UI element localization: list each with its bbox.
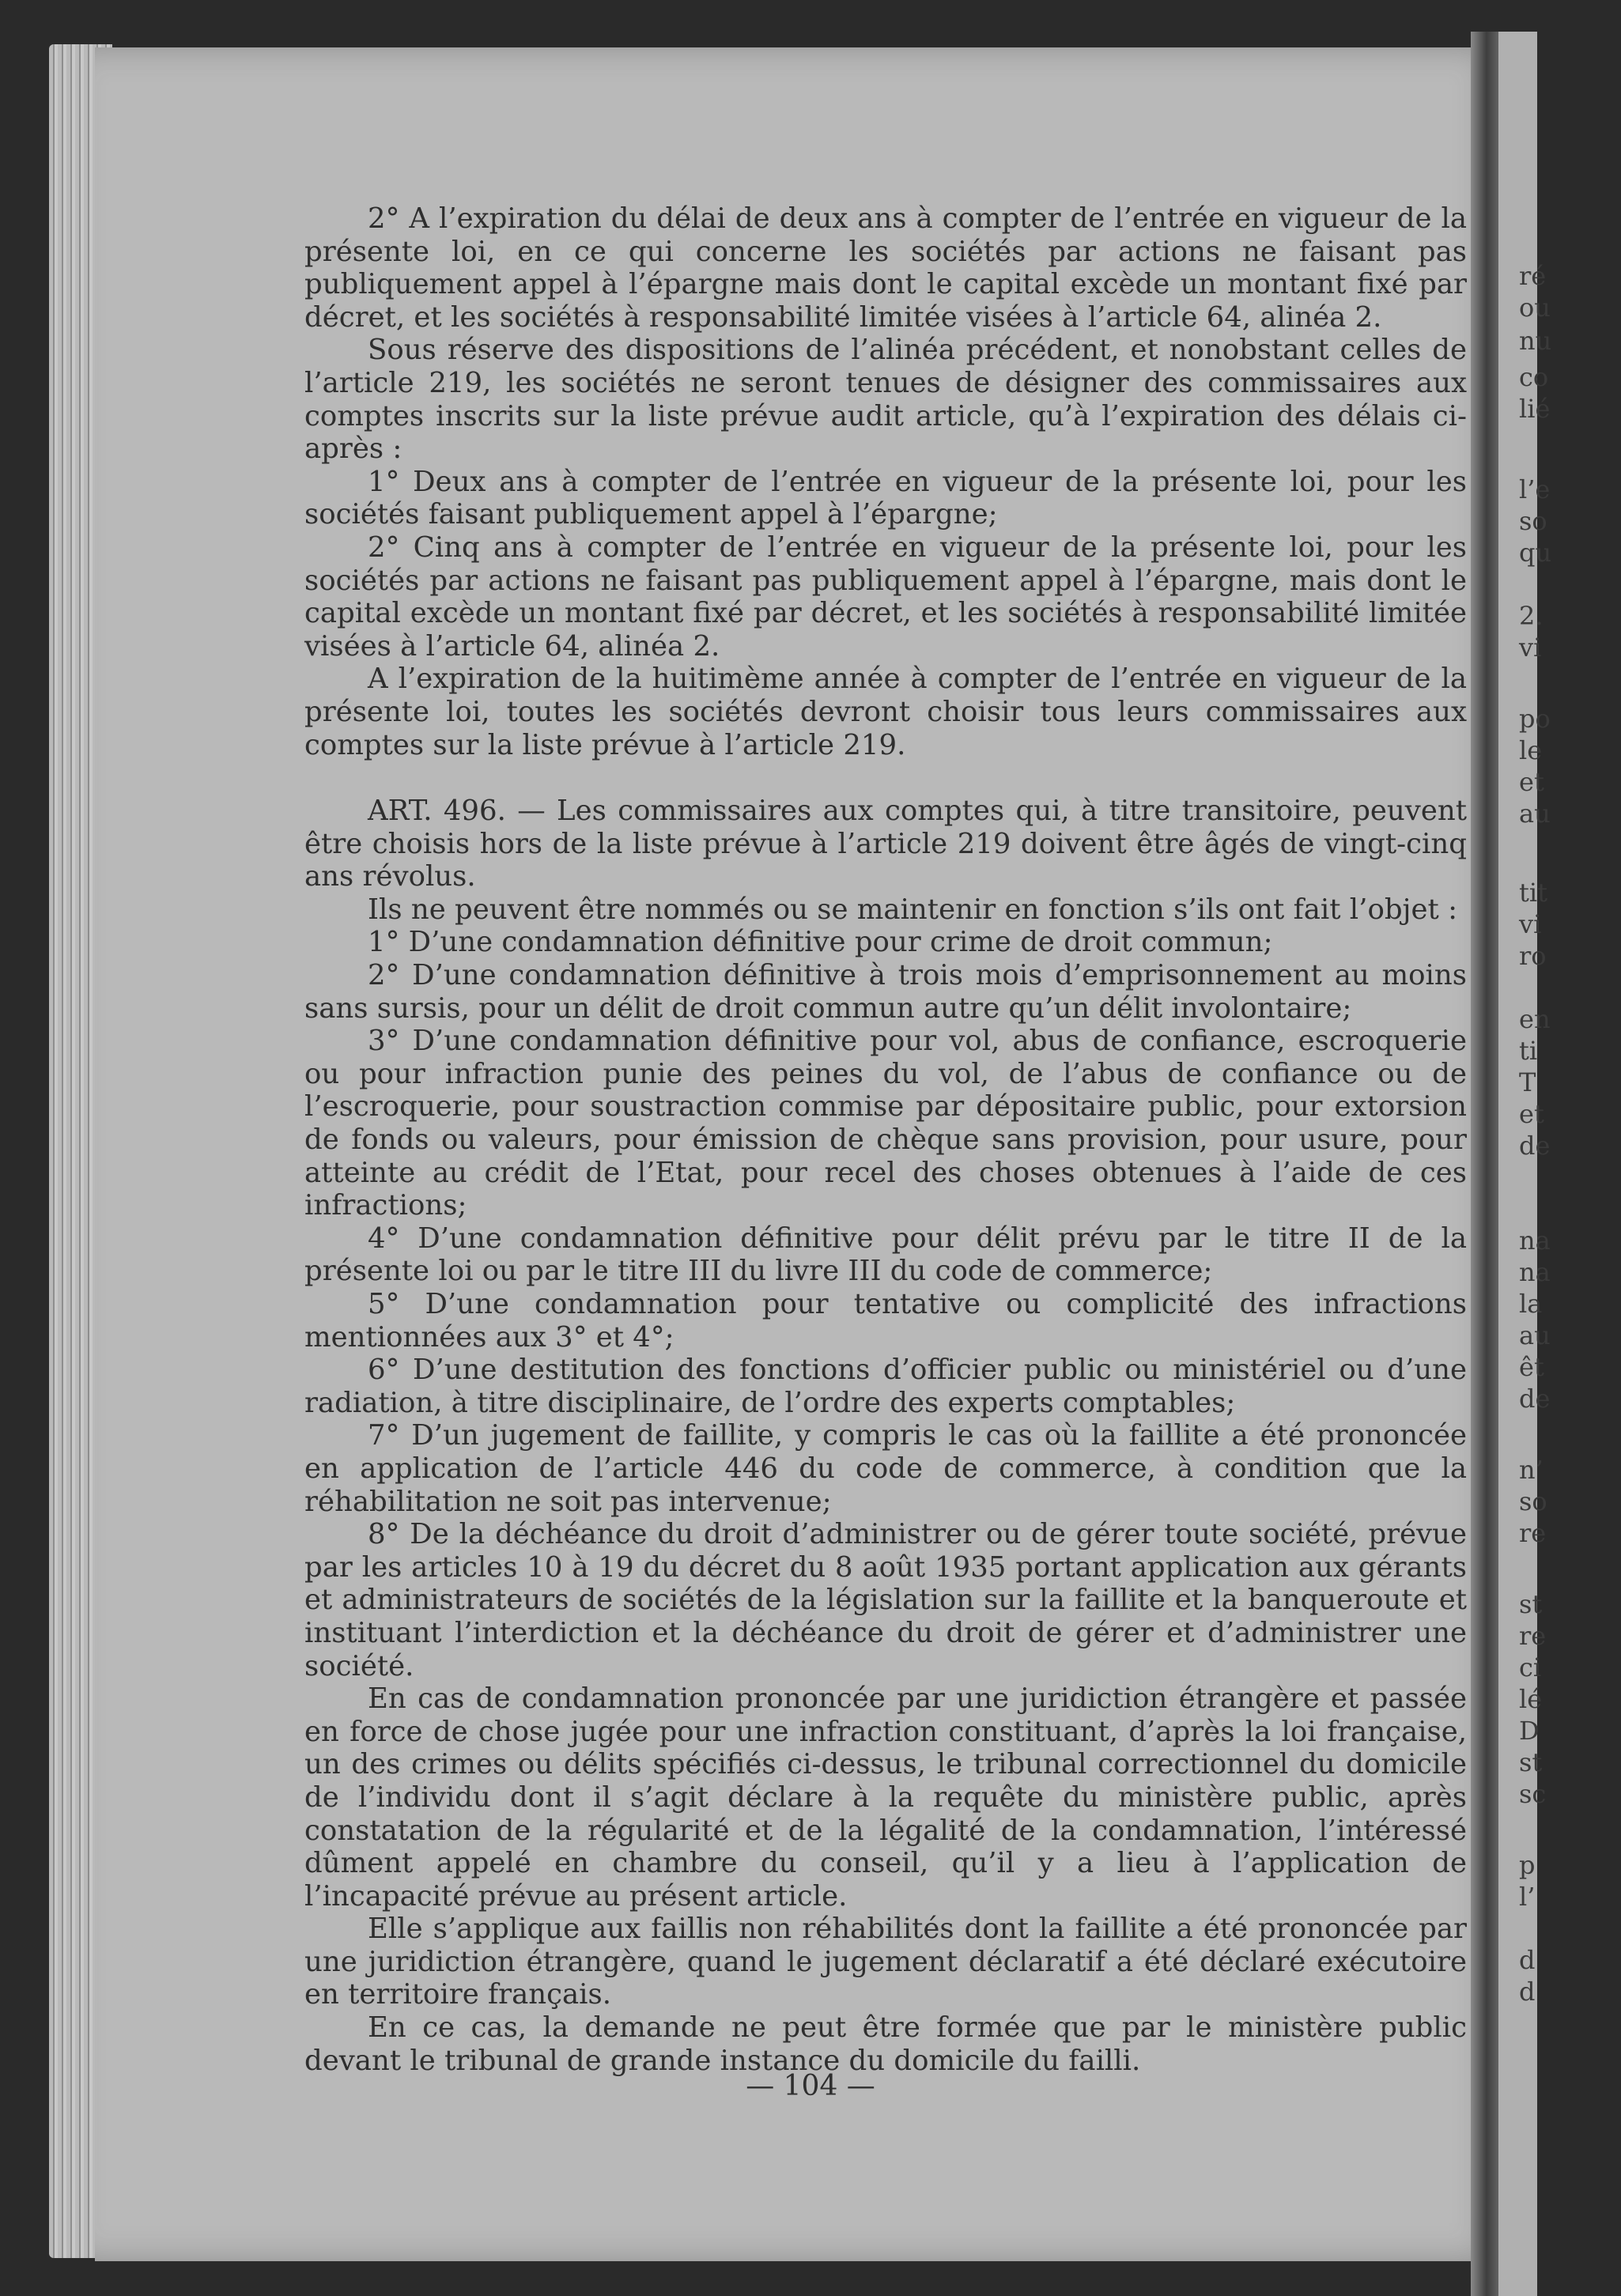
next-page-text-fragment: d xyxy=(1519,1945,1536,1975)
next-page-text-fragment: ou xyxy=(1519,293,1551,323)
next-page-text-fragment: ci xyxy=(1519,1652,1542,1682)
next-page-text-fragment: st xyxy=(1519,1589,1543,1619)
next-page-edge xyxy=(1498,32,1552,2296)
paragraph: A l’expiration de la huitimème année à compter de l’entrée en vigueur de la présente loi, toutes les sociétés devront choisir tous leurs commissaires aux comptes sur la liste prévue à l’article 219. xyxy=(304,663,1467,761)
next-page-text-fragment: lié xyxy=(1519,394,1551,424)
book-gutter xyxy=(1471,32,1502,2296)
paragraph: Elle s’applique aux faillis non réhabilités dont la faillite a été prononcée par une juridiction étrangère, quand le jugement déclaratif a été déclaré exécutoire en territoire français. xyxy=(304,1913,1467,2011)
next-page-text-fragment: vi xyxy=(1519,633,1542,663)
paragraph: 1° Deux ans à compter de l’entrée en vigueur de la présente loi, pour les sociétés faisant publiquement appel à l’épargne; xyxy=(304,465,1467,531)
next-page-text-fragment: T xyxy=(1519,1067,1536,1097)
next-page-text-fragment: d xyxy=(1519,1977,1536,2007)
next-page-text-fragment: lé xyxy=(1519,1684,1543,1714)
next-page-text-fragment: qu xyxy=(1519,538,1552,568)
next-page-text-fragment: vi xyxy=(1519,909,1542,939)
next-page-text-fragment: l’e xyxy=(1519,474,1551,504)
next-page-text-fragment: tit xyxy=(1519,878,1547,908)
paragraph: 4° D’une condamnation définitive pour délit prévu par le titre II de la présente loi ou par le titre III du livre III du code de commerce; xyxy=(304,1222,1467,1288)
article-496-heading-paragraph: ART. 496. — Les commissaires aux comptes qui, à titre transitoire, peuvent être choisis hors de la liste prévue à l’article 219 doivent être âgés de vingt-cinq ans révolus. xyxy=(304,795,1467,893)
paragraph: 7° D’un jugement de faillite, y compris le cas où la faillite a été prononcée en application de l’article 446 du code de commerce, à condition que la réhabilitation ne soit pas intervenue; xyxy=(304,1419,1467,1518)
next-page-text-fragment: et xyxy=(1519,1099,1544,1129)
next-page-text-fragment: 2. xyxy=(1519,601,1544,631)
next-page-text-fragment: ti xyxy=(1519,1036,1538,1066)
next-page-text-fragment: D xyxy=(1519,1716,1540,1746)
next-page-text-fragment: co xyxy=(1519,362,1549,392)
next-page-text-fragment: st xyxy=(1519,1747,1543,1777)
next-page-text-fragment: ré xyxy=(1519,261,1547,291)
next-page-text-fragment: na xyxy=(1519,1225,1551,1256)
next-page-text-fragment: so xyxy=(1519,1486,1547,1516)
next-page-text-fragment: ro xyxy=(1519,941,1547,971)
paragraph: 2° A l’expiration du délai de deux ans à compter de l’entrée en vigueur de la présente loi, en ce qui concerne les sociétés par actions ne faisant pas publiquement appel à l’épargne mais dont le capital excède un montant fixé par décret, et les sociétés à responsabilité limitée visées à l’article 64, alinéa 2. xyxy=(304,202,1467,334)
next-page-text-fragment: n’ xyxy=(1519,1455,1544,1485)
next-page-text-fragment: au xyxy=(1519,1320,1551,1350)
paragraph: 3° D’une condamnation définitive pour vol, abus de confiance, escroquerie ou pour infraction punie des peines du vol, de l’abus de confiance ou de l’escroquerie, pour soustraction commise par dépositaire public, pour extorsion de fonds ou valeurs, pour émission de chèque sans provision, pour usure, pour atteinte au crédit de l’Etat, pour recel des choses obtenues à l’aide de ces infractions; xyxy=(304,1025,1467,1222)
next-page-text-fragment: la xyxy=(1519,1289,1543,1319)
next-page-text-fragment: de xyxy=(1519,1384,1551,1414)
next-page-text-fragment: sc xyxy=(1519,1779,1547,1809)
next-page-text-fragment: en xyxy=(1519,1004,1551,1034)
next-page-text-fragment: l’ xyxy=(1519,1882,1536,1912)
next-page-text-fragment: so xyxy=(1519,506,1547,536)
paragraph: Sous réserve des dispositions de l’alinéa précédent, et nonobstant celles de l’article 219, les sociétés ne seront tenues de désigner des commissaires aux comptes inscrits sur la liste prévue audit article, qu’à l’expiration des délais ci-après : xyxy=(304,334,1467,466)
next-page-text-fragment: re xyxy=(1519,1518,1547,1548)
paragraph: 2° D’une condamnation définitive à trois mois d’emprisonnement au moins sans sursis, pour un délit de droit commun autre qu’un délit involontaire; xyxy=(304,959,1467,1025)
paragraph: En ce cas, la demande ne peut être formée que par le ministère public devant le tribunal de grande instance du domicile du failli. xyxy=(304,2011,1467,2077)
next-page-text-fragment: nu xyxy=(1519,326,1552,356)
next-page-text-fragment: au xyxy=(1519,799,1551,829)
next-page-text-fragment: re xyxy=(1519,1621,1547,1651)
paragraph: 2° Cinq ans à compter de l’entrée en vigueur de la présente loi, pour les sociétés par actions ne faisant pas publiquement appel à l’épargne, mais dont le capital excède un montant fixé par décret, et les sociétés à responsabilité limitée visées à l’article 64, alinéa 2. xyxy=(304,531,1467,663)
next-page-text-fragment: et xyxy=(1519,767,1544,797)
paragraph: 1° D’une condamnation définitive pour crime de droit commun; xyxy=(368,926,1273,959)
paragraph: 8° De la déchéance du droit d’administrer ou de gérer toute société, prévue par les articles 10 à 19 du décret du 8 août 1935 portant application aux gérants et administrateurs de sociétés de la législation sur la faillite et la banqueroute et instituant l’interdiction et la déchéance du droit de gérer et d’administrer une société. xyxy=(304,1518,1467,1682)
paragraph: Ils ne peuvent être nommés ou se maintenir en fonction s’ils ont fait l’objet : xyxy=(368,893,1458,926)
next-page-text-fragment: êt xyxy=(1519,1352,1544,1382)
paragraph: En cas de condamnation prononcée par une juridiction étrangère et passée en force de chose jugée pour une infraction constituant, d’après la loi française, un des crimes ou délits spécifiés ci-dessus, le tribunal correctionnel du domicile de l’individu dont il s’agit déclare à la requête du ministère public, après constatation de la régularité et de la légalité de la condamnation, l’intéressé dûment appelé en chambre du conseil, qu’il y a lieu à l’application de l’incapacité prévue au présent article. xyxy=(304,1682,1467,1913)
next-page-text-fragment: le xyxy=(1519,735,1543,765)
next-page-text-fragment: p xyxy=(1519,1850,1536,1880)
paragraph: 6° D’une destitution des fonctions d’officier public ou ministériel ou d’une radiation, à titre disciplinaire, de l’ordre des experts comptables; xyxy=(304,1354,1467,1419)
next-page-text-fragment: po xyxy=(1519,704,1551,734)
next-page-text-fragment: de xyxy=(1519,1131,1551,1161)
paragraph: 5° D’une condamnation pour tentative ou complicité des infractions mentionnées aux 3° et 4°; xyxy=(304,1288,1467,1354)
page-body xyxy=(304,202,1467,2077)
page-number: — 104 — xyxy=(746,2070,875,2102)
next-page-text-fragment: na xyxy=(1519,1257,1551,1287)
